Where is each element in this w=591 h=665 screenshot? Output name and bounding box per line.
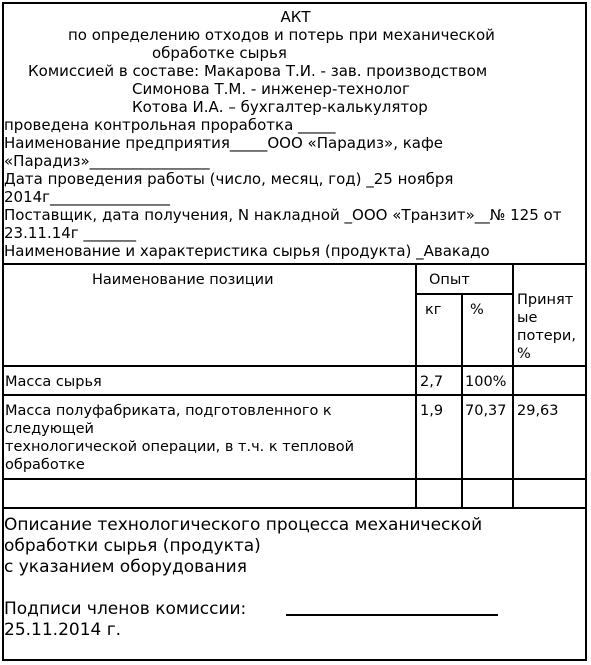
col-divider-kg	[461, 293, 463, 509]
table-header-losses-4: %	[517, 346, 531, 362]
supplier-field-line2: 23.11.14г _______	[4, 224, 136, 242]
table-row-1-bottom	[2, 394, 587, 396]
commission-member-2: Симонова Т.М. - инженер-технолог	[132, 80, 410, 98]
supplier-field-line1: Поставщик, дата получения, N накладной _ООО «Транзит»__№ 125 от	[4, 206, 562, 224]
signatures-label: Подписи членов комиссии:	[4, 599, 247, 619]
table-row-1-name: Масса сырья	[5, 374, 102, 390]
control-check-field: проведена контрольная проработка _____	[4, 116, 336, 134]
table-row-2-kg: 1,9	[420, 403, 444, 419]
table-row-1-kg: 2,7	[420, 374, 444, 390]
table-row-2-name-line4: обработке	[5, 457, 85, 473]
table-header-experiment: Опыт	[429, 272, 470, 288]
col-divider-pct	[512, 263, 514, 509]
table-row-2-name-line3: технологической операции, в т.ч. к тепловой	[5, 439, 355, 455]
table-header-pct: %	[470, 302, 484, 318]
table-header-kg: кг	[425, 302, 442, 318]
commission-member-3: Котова И.А. – бухгалтер-калькулятор	[132, 98, 428, 116]
act-subtitle-line1: по определению отходов и потерь при механической	[68, 26, 495, 44]
table-header-name: Наименование позиции	[92, 272, 274, 288]
table-header-losses-1: Принят	[517, 292, 574, 308]
date-field-line2: 2014г________________	[4, 188, 171, 206]
table-header-bottom	[2, 365, 587, 367]
process-description-line1: Описание технологического процесса механической	[4, 515, 483, 535]
date-field-line1: Дата проведения работы (число, месяц, год) _25 ноября	[4, 170, 454, 188]
table-row-2-pct: 70,37	[465, 403, 507, 419]
table-row-2-name-line1: Масса полуфабриката, подготовленного к	[5, 403, 332, 419]
act-title: АКТ	[280, 8, 311, 26]
table-row-1-pct: 100%	[465, 374, 507, 390]
col-divider-name	[415, 263, 417, 509]
enterprise-field-line2: «Парадиз»________________	[4, 152, 210, 170]
table-row-2-name-line2: следующей	[5, 421, 94, 437]
table-header-losses-2: ые	[517, 310, 538, 326]
experiment-subheader-line	[416, 293, 513, 295]
process-description-line2: обработки сырья (продукта)	[4, 536, 261, 556]
table-bottom-border	[2, 507, 587, 509]
signature-date: 25.11.2014 г.	[4, 620, 122, 640]
table-row-2-bottom	[2, 478, 587, 480]
table-row-2-losses: 29,63	[517, 403, 559, 419]
act-subtitle-line2: обработке сырья	[152, 44, 287, 62]
enterprise-field-line1: Наименование предприятия_____ООО «Парадиз», кафе	[4, 134, 444, 152]
commission-intro: Комиссией в составе: Макарова Т.И. - зав. производством	[28, 62, 488, 80]
table-header-losses-3: потери,	[517, 328, 576, 344]
table-top-border	[2, 263, 587, 265]
product-field: Наименование и характеристика сырья (продукта) _Авакадо	[4, 242, 490, 260]
signature-line	[286, 614, 498, 616]
process-description-line3: с указанием оборудования	[4, 557, 247, 577]
